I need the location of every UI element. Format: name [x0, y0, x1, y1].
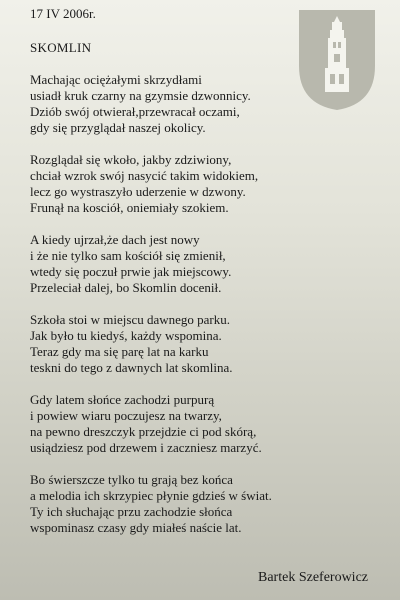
poem-line: wspominasz czasy gdy miałeś naście lat.	[30, 520, 242, 535]
stanza	[30, 232, 330, 296]
poem-line: Jak było tu kiedyś, każdy wspomina.	[30, 328, 222, 343]
poem-line: Szkoła stoi w miejscu dawnego parku.	[30, 312, 231, 327]
poem-line: na pewno dreszczyk przejdzie ci pod skórą,	[30, 424, 257, 439]
poem-line: chciał wzrok swój nasycić takim widokiem,	[30, 168, 259, 183]
poem-line: Teraz gdy ma się parę lat na karku	[30, 344, 209, 359]
poem-title: SKOMLIN	[30, 40, 92, 55]
poem-body	[30, 72, 330, 552]
poem-line: Machając ociężałymi skrzydłami	[30, 72, 202, 87]
stanza	[30, 392, 330, 456]
poem-author: Bartek Szeferowicz	[258, 570, 368, 585]
poem-line: Bo świerszcze tylko tu grają bez końca	[30, 472, 233, 487]
poem-line: Gdy latem słońce zachodzi purpurą	[30, 392, 215, 407]
stanza	[30, 472, 330, 536]
poem-line: teskni do tego z dawnych lat skomlina.	[30, 360, 233, 375]
stanza	[30, 312, 330, 376]
stanza	[30, 72, 330, 136]
poem-line: lecz go wystraszyło uderzenie w dzwony.	[30, 184, 246, 199]
poem-line: i że nie tylko sam kościół się zmienił,	[30, 248, 226, 263]
poem-date: 17 IV 2006r.	[30, 6, 96, 21]
poem-line: usiądziesz pod drzewem i zaczniesz marzyć.	[30, 440, 262, 455]
poem-line: Ty ich słuchając przu zachodzie słońca	[30, 504, 233, 519]
poem-line: a melodia ich skrzypiec płynie gdzieś w świat.	[30, 488, 272, 503]
poem-line: gdy się przyglądał naszej okolicy.	[30, 120, 206, 135]
poem-line: wtedy się poczuł prwie jak miejscowy.	[30, 264, 232, 279]
poem-line: Przeleciał dalej, bo Skomlin docenił.	[30, 280, 222, 295]
poem-line: i powiew wiaru poczujesz na twarzy,	[30, 408, 222, 423]
poem-line: Dziób swój otwierał,przewracał oczami,	[30, 104, 240, 119]
poem-line: Frunął na kosciół, oniemiały szokiem.	[30, 200, 229, 215]
poem-line: usiadł kruk czarny na gzymsie dzwonnicy.	[30, 88, 251, 103]
poem-line: Rozglądał się wkoło, jakby zdziwiony,	[30, 152, 232, 167]
poem-line: A kiedy ujrzał,że dach jest nowy	[30, 232, 200, 247]
stanza	[30, 152, 330, 216]
